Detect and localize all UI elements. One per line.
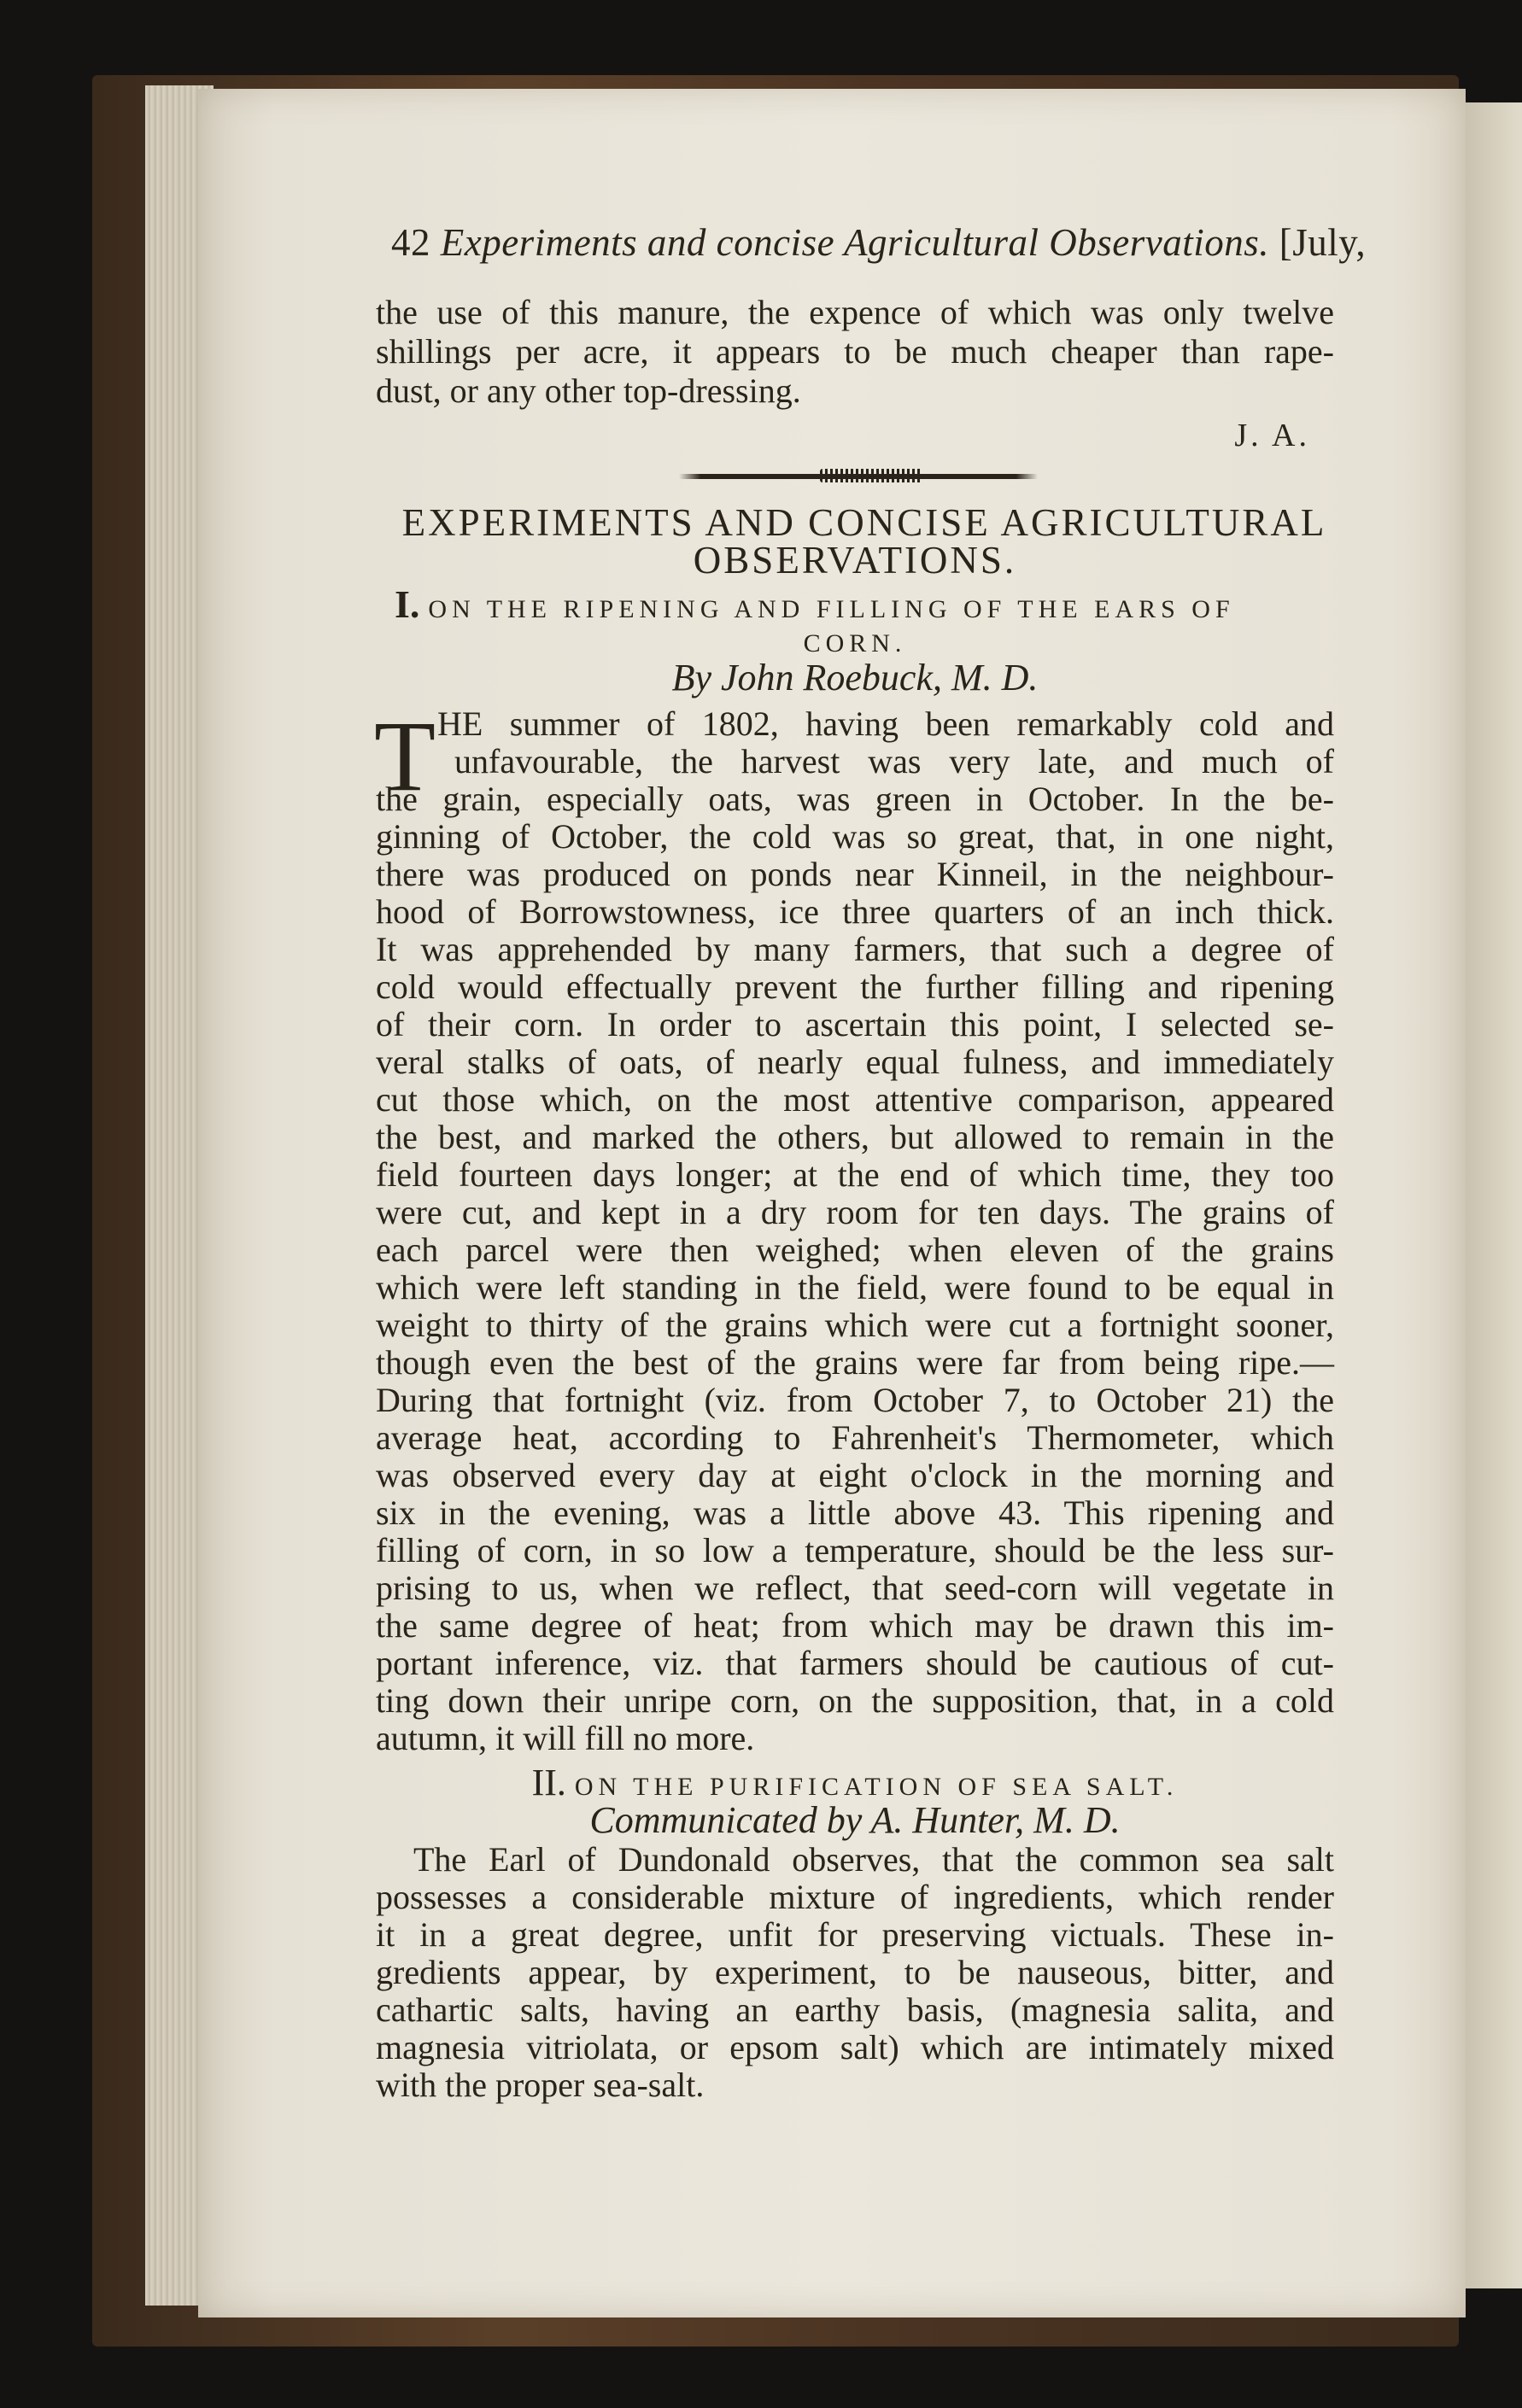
intro-line-2: shillings per acre, it appears to be much cheaper than rape- [376,332,1334,371]
part1-line-1: HE summer of 1802, having been remarkably cold and [437,704,1334,743]
part1-line-25: the same degree of heat; from which may be drawn this im- [376,1606,1334,1645]
signature: J. A. [1234,418,1310,453]
part2-line-3: it in a great degree, unfit for preserving victuals. These in- [376,1915,1334,1954]
part2-byline: Communicated by A. Hunter, M. D. [589,1799,1121,1841]
part1-line-11: cut those which, on the most attentive comparison, appeared [376,1080,1334,1119]
part1-line-26: portant inference, viz. that farmers should be cautious of cut- [376,1644,1334,1682]
part1-line-3: the grain, especially oats, was green in October. In the be- [376,780,1334,818]
drop-cap: T [374,700,436,812]
part1-line-27: ting down their unripe corn, on the supposition, that, in a cold [376,1681,1334,1720]
part1-line-7: It was apprehended by many farmers, that such a degree of [376,930,1334,968]
part1-line-22: six in the evening, was a little above 43. This ripening and [376,1493,1334,1532]
part1-line-12: the best, and marked the others, but allowed to remain in the [376,1118,1334,1156]
part1-line-13: field fourteen days longer; at the end of which time, they too [376,1155,1334,1194]
part2-line-5: cathartic salts, having an earthy basis, (magnesia salita, and [376,1990,1334,2029]
part2-line-7: with the proper sea-salt. [376,2066,705,2104]
part1-line-14: were cut, and kept in a dry room for ten days. The grains of [376,1193,1334,1231]
part1-line-10: veral stalks of oats, of nearly equal fulness, and immediately [376,1043,1334,1081]
running-title: Experiments and concise Agricultural Observations. [440,221,1270,264]
part1-line-20: average heat, according to Fahrenheit's Thermometer, which [376,1418,1334,1457]
part2-line-2: possesses a considerable mixture of ingredients, which render [376,1878,1334,1916]
part1-line-8: cold would effectually prevent the further filling and ripening [376,967,1334,1006]
part1-line-15: each parcel were then weighed; when eleven of the grains [376,1230,1334,1269]
part2-line-1: The Earl of Dundonald observes, that the common sea salt [413,1840,1334,1879]
section-title-line-1: EXPERIMENTS AND CONCISE AGRICULTURAL [401,501,1327,544]
facing-page-edge [1466,102,1522,2288]
running-month: [July, [1279,221,1367,264]
part1-line-28: autumn, it will fill no more. [376,1719,755,1757]
part2-line-6: magnesia vitriolata, or epsom salt) which are intimately mixed [376,2028,1334,2066]
section-title-line-2: OBSERVATIONS. [693,539,1017,582]
part1-heading-line-1 [395,582,1334,628]
part1-line-21: was observed every day at eight o'clock in the morning and [376,1456,1334,1494]
part1-numeral: I. [395,582,420,626]
part1-line-18: though even the best of the grains were far from being ripe.— [376,1343,1334,1382]
part1-line-5: there was produced on ponds near Kinneil, in the neighbour- [376,855,1334,893]
page-number: 42 [391,221,430,264]
part2-line-4: gredients appear, by experiment, to be nauseous, bitter, and [376,1953,1334,1991]
part1-line-19: During that fortnight (viz. from October 7, to October 21) the [376,1381,1334,1419]
part1-line-24: prising to us, when we reflect, that seed-corn will vegetate in [376,1569,1334,1607]
part1-line-6: hood of Borrowstowness, ice three quarters of an inch thick. [376,892,1334,931]
part1-line-17: weight to thirty of the grains which were cut a fortnight sooner, [376,1306,1334,1344]
intro-line-3: dust, or any other top-dressing. [376,371,801,410]
part1-line-2: unfavourable, the harvest was very late, and much of [454,742,1334,780]
part2-heading-text: ON THE PURIFICATION OF SEA SALT. [574,1773,1179,1801]
part1-heading-text: ON THE RIPENING AND FILLING OF THE EARS OF [428,595,1235,623]
running-head [391,220,1382,265]
part1-line-9: of their corn. In order to ascertain this point, I selected se- [376,1005,1334,1043]
part1-line-16: which were left standing in the field, were found to be equal in [376,1268,1334,1306]
part1-line-23: filling of corn, in so low a temperature, should be the less sur- [376,1531,1334,1569]
part1-line-4: ginning of October, the cold was so great, that, in one night, [376,817,1334,856]
intro-line-1: the use of this manure, the expence of which was only twelve [376,293,1334,331]
part2-numeral: II. [531,1762,566,1803]
part1-heading-line-2: CORN. [803,629,907,658]
part1-byline: By John Roebuck, M. D. [671,657,1039,698]
rule-ornament [820,469,922,482]
